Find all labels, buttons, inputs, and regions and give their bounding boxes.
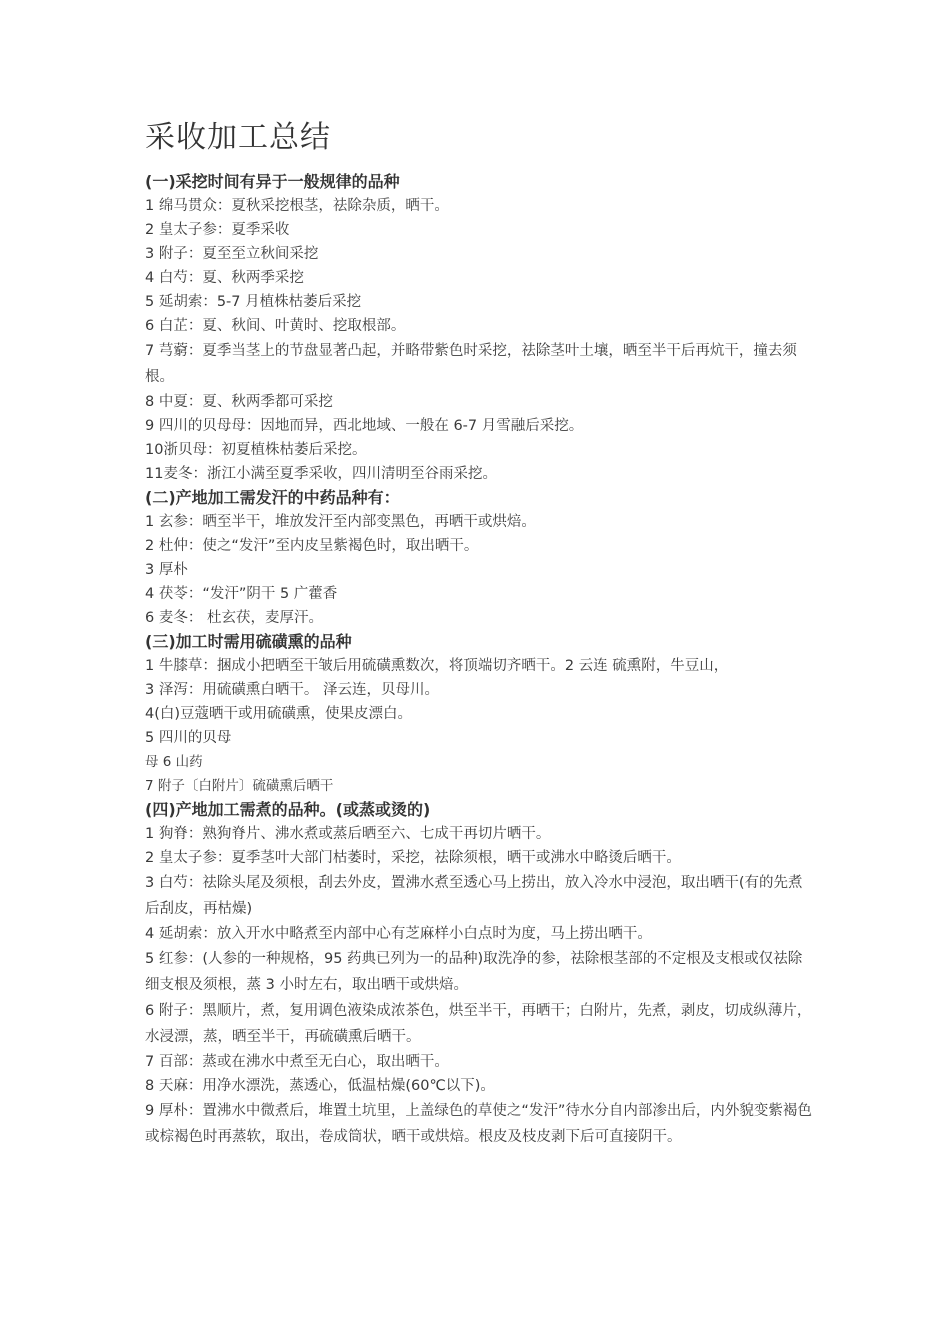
list-item: 1 牛膝草：捆成小把晒至干皱后用硫磺熏数次，将顶端切齐晒干。2 云连 硫熏附，牛豆山，: [145, 658, 729, 674]
list-item: 5 红参：(人参的一种规格，95 药典已列为一的品种)取洗净的参，祛除根茎部的不定根及支根或仅祛除细支根及须根，蒸 3 小时左右，取出晒干或烘焙。: [145, 951, 803, 993]
list-item: 5 四川的贝母: [145, 730, 232, 746]
list-item: 3 泽泻：用硫磺熏白晒干。 泽云连，贝母川。: [145, 682, 439, 698]
list-item: 3 厚朴: [145, 562, 188, 578]
section-heading-3: (三)加工时需用硫磺熏的品种: [145, 632, 352, 651]
list-item: 9 厚朴：置沸水中微煮后，堆置土坑里，上盖绿色的草使之“发汗”待水分自内部渗出后，内外貌变紫褐色或棕褐色时再蒸软，取出，卷成筒状，晒干或烘焙。根皮及枝皮剥下后可直接阴干。: [145, 1103, 812, 1145]
list-item: 4 延胡索：放入开水中略煮至内部中心有芝麻样小白点时为度，马上捞出晒干。: [145, 926, 652, 942]
list-item: 2 皇太子参：夏季茎叶大部门枯萎时，采挖，祛除须根，晒干或沸水中略烫后晒干。: [145, 850, 681, 866]
list-item: 7 芎藭：夏季当茎上的节盘显著凸起，并略带紫色时采挖，祛除茎叶土壤，晒至半干后再炕干，撞去须根。: [145, 343, 797, 385]
list-item: 6 白芷：夏、秋间、叶黄时、挖取根部。: [145, 318, 406, 334]
list-item: 6 麦冬： 杜玄茯，麦厚汗。: [145, 610, 323, 626]
section-heading-4: (四)产地加工需煮的品种。(或蒸或烫的): [145, 800, 431, 819]
list-item: 母 6 山药: [145, 754, 203, 770]
document-title: 采收加工总结: [145, 120, 331, 155]
list-item: 8 中夏：夏、秋两季都可采挖: [145, 394, 333, 410]
list-item: 9 四川的贝母母：因地而异，西北地域、一般在 6-7 月雪融后采挖。: [145, 418, 584, 434]
list-item: 10浙贝母：初夏植株枯萎后采挖。: [145, 442, 367, 458]
list-item: 4 白芍：夏、秋两季采挖: [145, 270, 304, 286]
list-item: 1 绵马贯众：夏秋采挖根茎，祛除杂质，晒干。: [145, 198, 449, 214]
list-item: 4(白)豆蔻晒干或用硫磺熏，使果皮漂白。: [145, 706, 413, 722]
document-page: [145, 118, 815, 1150]
list-item: 7 百部：蒸或在沸水中煮至无白心，取出晒干。: [145, 1054, 449, 1070]
list-item: 3 白芍：祛除头尾及须根，刮去外皮，置沸水煮至透心马上捞出，放入冷水中浸泡，取出晒干(有的先煮后刮皮，再枯燥): [145, 875, 803, 917]
section-heading-2: (二)产地加工需发汗的中药品种有：: [145, 488, 400, 507]
list-item: 8 天麻：用净水漂洗，蒸透心，低温枯燥(60℃以下)。: [145, 1078, 495, 1094]
list-item: 6 附子：黑顺片，煮，复用调色液染成浓茶色，烘至半干，再晒干；白附片，先煮，剥皮，切成纵薄片，水浸漂，蒸，晒至半干，再硫磺熏后晒干。: [145, 1003, 812, 1045]
list-item: 1 玄参：晒至半干，堆放发汗至内部变黑色，再晒干或烘焙。: [145, 514, 536, 530]
list-item: 3 附子：夏至至立秋间采挖: [145, 246, 319, 262]
section-heading-1: (一)采挖时间有异于一般规律的品种: [145, 172, 400, 191]
list-item: 2 皇太子参：夏季采收: [145, 222, 290, 238]
list-item: 2 杜仲：使之“发汗”至内皮呈紫褐色时，取出晒干。: [145, 538, 479, 554]
list-item: 5 延胡索：5-7 月植株枯萎后采挖: [145, 294, 362, 310]
list-item: 4 茯苓：“发汗”阴干 5 广藿香: [145, 586, 338, 602]
list-item: 11麦冬：浙江小满至夏季采收，四川清明至谷雨采挖。: [145, 466, 497, 482]
list-item: 7 附子〔白附片〕硫磺熏后晒干: [145, 778, 334, 794]
list-item: 1 狗脊：熟狗脊片、沸水煮或蒸后晒至六、七成干再切片晒干。: [145, 826, 551, 842]
